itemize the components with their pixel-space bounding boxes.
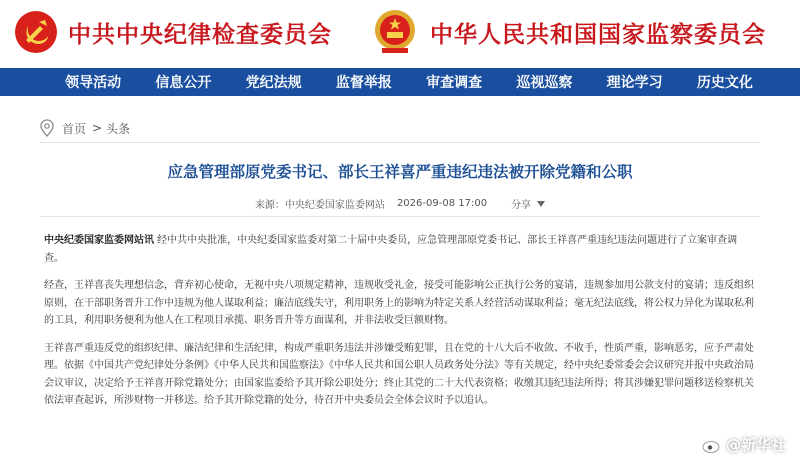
share-label: 分享 — [511, 200, 532, 211]
watermark-text: @新华社 — [725, 436, 786, 454]
share-button[interactable] — [511, 196, 545, 211]
nav-item-report[interactable]: 监督举报 — [335, 75, 392, 91]
party-emblem-icon — [14, 10, 58, 54]
nav-item-history[interactable]: 历史文化 — [696, 75, 753, 91]
paragraph-text: 王祥喜严重违反党的组织纪律、廉洁纪律和生活纪律，构成严重职务违法并涉嫌受贿犯罪，且在党的十八大后不收敛、不收手，性质严重，影响恶劣，应予严肃处理。依据《中国共产党纪律处分条例》《中华人民共和国监察法》《中华人民共和国公职人员政务处分法》等有关规定，经中央纪委常委会会议研究并报中央政治局会议审议，决定给予王祥喜开除党籍处分；由国家监委给予其开除公职处分；终止其党的二十大代表资格；收缴其违纪违法所得；将其涉嫌犯罪问题移送检察机关依法审查起诉，所涉财物一并移送。给予其开除党籍的处分，待召开中央委员会全体会议时予以追认。 — [44, 342, 754, 406]
breadcrumb-separator: > — [92, 121, 103, 135]
article-paragraph — [44, 277, 756, 330]
paragraph-text: 经查，王祥喜丧失理想信念，背弃初心使命，无视中央八项规定精神，违规收受礼金，接受可能影响公正执行公务的宴请，违规参加用公款支付的宴请；违反组织原则，在干部职务晋升工作中违规为他人谋取利益；廉洁底线失守，利用职务上的影响为特定关系人经营活动谋取利益；毫无纪法底线，将公权力异化为谋取私利的工具，利用职务便利为他人在工程项目承揽、职务晋升等方面谋利，并非法收受巨额财物。 — [44, 280, 754, 326]
article-body — [44, 232, 756, 420]
nav-item-leadership[interactable]: 领导活动 — [65, 75, 122, 91]
location-pin-icon — [40, 119, 54, 137]
article-meta — [0, 196, 800, 211]
site-title-cpc-commission: 中共中央纪律检查委员会 — [68, 21, 332, 48]
nav-item-inspection[interactable]: 巡视巡察 — [516, 75, 573, 91]
breadcrumb — [40, 116, 130, 140]
breadcrumb-home-link[interactable]: 首页 — [62, 121, 87, 136]
nav-item-investigation[interactable]: 审查调查 — [426, 75, 483, 91]
site-header — [0, 0, 800, 68]
chevron-down-icon — [537, 201, 545, 207]
meta-divider — [40, 216, 760, 217]
nav-item-info-disclosure[interactable]: 信息公开 — [155, 75, 212, 91]
main-nav — [0, 68, 800, 96]
national-emblem-icon — [372, 8, 418, 56]
paragraph-text: 经中共中央批准，中央纪委国家监委对第二十届中央委员，应急管理部原党委书记、部长王祥喜严重违纪违法问题进行了立案审查调查。 — [44, 235, 738, 264]
article-datetime: 2026-09-08 17:00 — [396, 198, 488, 209]
article-paragraph — [44, 340, 756, 410]
article-paragraph — [44, 232, 756, 267]
article-source: 来源：中央纪委国家监委网站 — [254, 200, 385, 211]
nav-item-regulations[interactable]: 党纪法规 — [245, 75, 302, 91]
article-title: 应急管理部原党委书记、部长王祥喜严重违纪违法被开除党籍和公职 — [167, 163, 633, 181]
nav-item-theory[interactable]: 理论学习 — [606, 75, 663, 91]
site-title-supervision-commission: 中华人民共和国国家监察委员会 — [430, 21, 766, 48]
paragraph-lead: 中央纪委国家监委网站讯 — [44, 235, 154, 246]
breadcrumb-divider — [40, 142, 760, 143]
weibo-watermark — [702, 434, 786, 455]
weibo-icon — [702, 437, 722, 453]
breadcrumb-current[interactable]: 头条 — [106, 121, 131, 136]
